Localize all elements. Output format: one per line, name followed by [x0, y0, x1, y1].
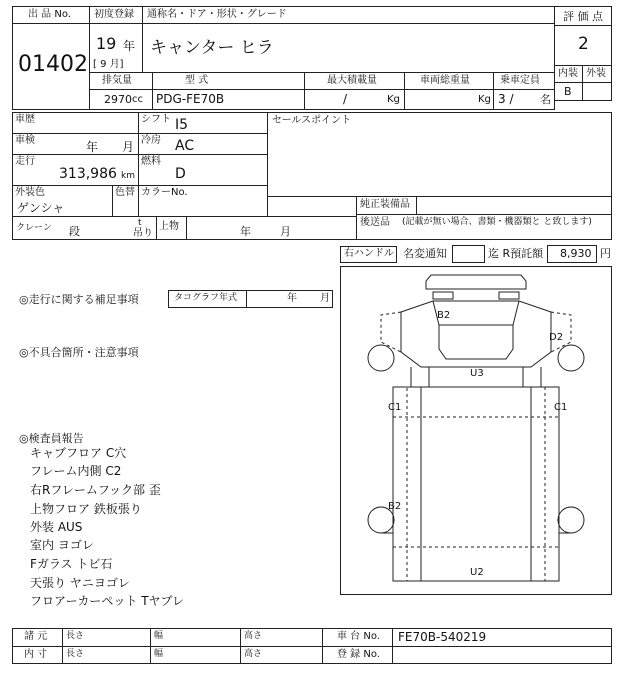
displacement-unit: cc	[132, 94, 143, 105]
fuel: D	[175, 166, 186, 182]
damage-label-c1-left: C1	[388, 402, 402, 413]
damage-label-b2-left: B2	[388, 501, 402, 512]
list-item: 上物フロア 鉄板張り	[30, 502, 142, 516]
deposit-amount: 8,930	[560, 247, 592, 260]
upper-year-unit: 年	[240, 225, 251, 238]
mileage-label: 走行	[15, 156, 35, 167]
deposit-label: 迄 R預託額	[488, 247, 544, 260]
upper-month-unit: 月	[280, 225, 291, 238]
footer-col-5	[392, 628, 393, 664]
std-equipment-divider	[416, 196, 417, 215]
list-item: フレーム内側 C2	[30, 464, 122, 478]
max-load-unit: Kg	[387, 94, 400, 105]
interior-length-label: 長さ	[66, 649, 85, 659]
exterior-grade-cell	[582, 82, 612, 101]
reg-no-label: 登 録 No.	[337, 649, 380, 660]
list-item: 室内 ヨゴレ	[30, 538, 94, 552]
crane-ton-top: t	[138, 218, 142, 228]
steering: 右ハンドル	[344, 248, 394, 259]
score-label: 評 価 点	[563, 10, 603, 23]
model-type-label-cell	[152, 72, 305, 90]
history-label: 車歴	[15, 114, 35, 125]
capacity-unit: 名	[540, 93, 551, 106]
std-equipment-label: 純正装備品	[360, 199, 410, 210]
list-item: Fガラス トビ石	[30, 557, 113, 571]
model-type: PDG-FE70B	[156, 92, 225, 106]
tachograph-divider	[246, 290, 247, 308]
ext-color: ゲンシャ	[17, 201, 65, 215]
footer-col-2	[150, 628, 151, 664]
deposit-unit: 円	[600, 247, 611, 260]
damage-diagram	[340, 266, 612, 595]
fuel-label: 燃料	[141, 156, 161, 167]
gross-weight-unit: Kg	[478, 94, 491, 105]
crane-ton-unit: 吊り	[133, 228, 153, 239]
list-item: キャブフロア C穴	[30, 446, 127, 460]
car-name: キャンター ヒラ	[150, 38, 274, 58]
lot-no-label: 出 品 No.	[28, 9, 71, 20]
lot-no: 01402	[18, 52, 88, 77]
mileage-unit: km	[121, 171, 135, 181]
aircon: AC	[175, 138, 195, 154]
list-item: 右Rフレームフック部 歪	[30, 483, 161, 497]
crane-stage-unit: 段	[69, 225, 80, 238]
list-item: 外装 AUS	[30, 520, 83, 534]
inspection-year-unit: 年	[86, 140, 99, 154]
exterior-label: 外装	[586, 68, 606, 79]
upper-label: 上物	[159, 221, 179, 232]
max-load: /	[343, 92, 348, 106]
inspector-title: ◎検査員報告	[19, 432, 84, 445]
inspection-label: 車検	[15, 135, 35, 146]
dims-length-label: 長さ	[66, 631, 85, 641]
first-reg-label: 初度登録	[94, 9, 134, 20]
capacity-label: 乗車定員	[500, 75, 540, 86]
dims-width-label: 幅	[154, 631, 164, 641]
footer-col-1	[62, 628, 63, 664]
driving-notes-title: ◎走行に関する補足事項	[19, 293, 139, 306]
color-code-label: カラーNo.	[141, 187, 188, 198]
tacho-year-unit: 年	[287, 293, 297, 304]
name-change-label: 名変通知	[403, 247, 447, 260]
sales-point-label: セールスポイント	[272, 115, 352, 126]
inspection-month-unit: 月	[122, 140, 135, 154]
damage-label-b2-top: B2	[437, 310, 451, 321]
dims-height-label: 高さ	[244, 631, 263, 641]
dims-label: 諸 元	[24, 631, 48, 642]
aftermarket-label: 後送品	[360, 217, 390, 228]
max-load-label: 最大積載量	[327, 75, 377, 86]
shift-label: シフト	[141, 114, 171, 125]
displacement: 2970	[104, 93, 132, 106]
damage-label-u3: U3	[470, 368, 484, 379]
interior-height-label: 高さ	[244, 649, 263, 659]
defects-title: ◎不具合箇所・注意事項	[19, 346, 139, 359]
displacement-label: 排気量	[102, 75, 132, 86]
name-change-box	[452, 245, 485, 263]
footer-col-3	[240, 628, 241, 664]
footer-col-4	[322, 628, 323, 664]
chassis-no: FE70B-540219	[398, 630, 487, 644]
model-type-label: 型 式	[185, 75, 209, 86]
list-item: 天張り ヤニヨゴレ	[30, 576, 130, 590]
chassis-label: 車 台 No.	[337, 631, 380, 642]
crane-label: クレーン	[16, 223, 52, 233]
aftermarket-note: (記載が無い場合、書類・機器類と と致します)	[402, 217, 592, 227]
color-no-label: 色替	[115, 187, 135, 198]
ext-color-label: 外装色	[15, 187, 45, 198]
capacity: 3 /	[498, 92, 514, 106]
reg-year: 19	[96, 34, 117, 53]
model-name-label: 通称名・ドア・形状・グレード	[147, 9, 287, 20]
damage-label-d2: D2	[549, 332, 564, 343]
tacho-month-unit: 月	[320, 293, 330, 304]
tachograph-label: タコグラフ年式	[174, 293, 238, 303]
list-item: フロアーカーペット Tヤブレ	[30, 594, 185, 608]
mileage: 313,986	[59, 166, 117, 182]
reg-month: [ 9 月]	[93, 59, 124, 70]
footer-row-divider	[12, 646, 612, 647]
interior-dims-label: 内 寸	[24, 649, 48, 660]
shift: I5	[175, 117, 189, 133]
truck-outline	[341, 267, 611, 594]
damage-label-c1-right: C1	[554, 402, 568, 413]
aircon-label: 冷房	[141, 135, 161, 146]
reg-year-unit: 年	[123, 39, 136, 53]
interior-width-label: 幅	[154, 649, 164, 659]
interior-label: 内装	[558, 68, 578, 79]
interior-grade: B	[564, 85, 572, 98]
upper-divider	[186, 216, 187, 240]
gross-weight-label: 車両総重量	[420, 75, 470, 86]
score: 2	[578, 34, 589, 54]
damage-label-u2: U2	[470, 567, 484, 578]
